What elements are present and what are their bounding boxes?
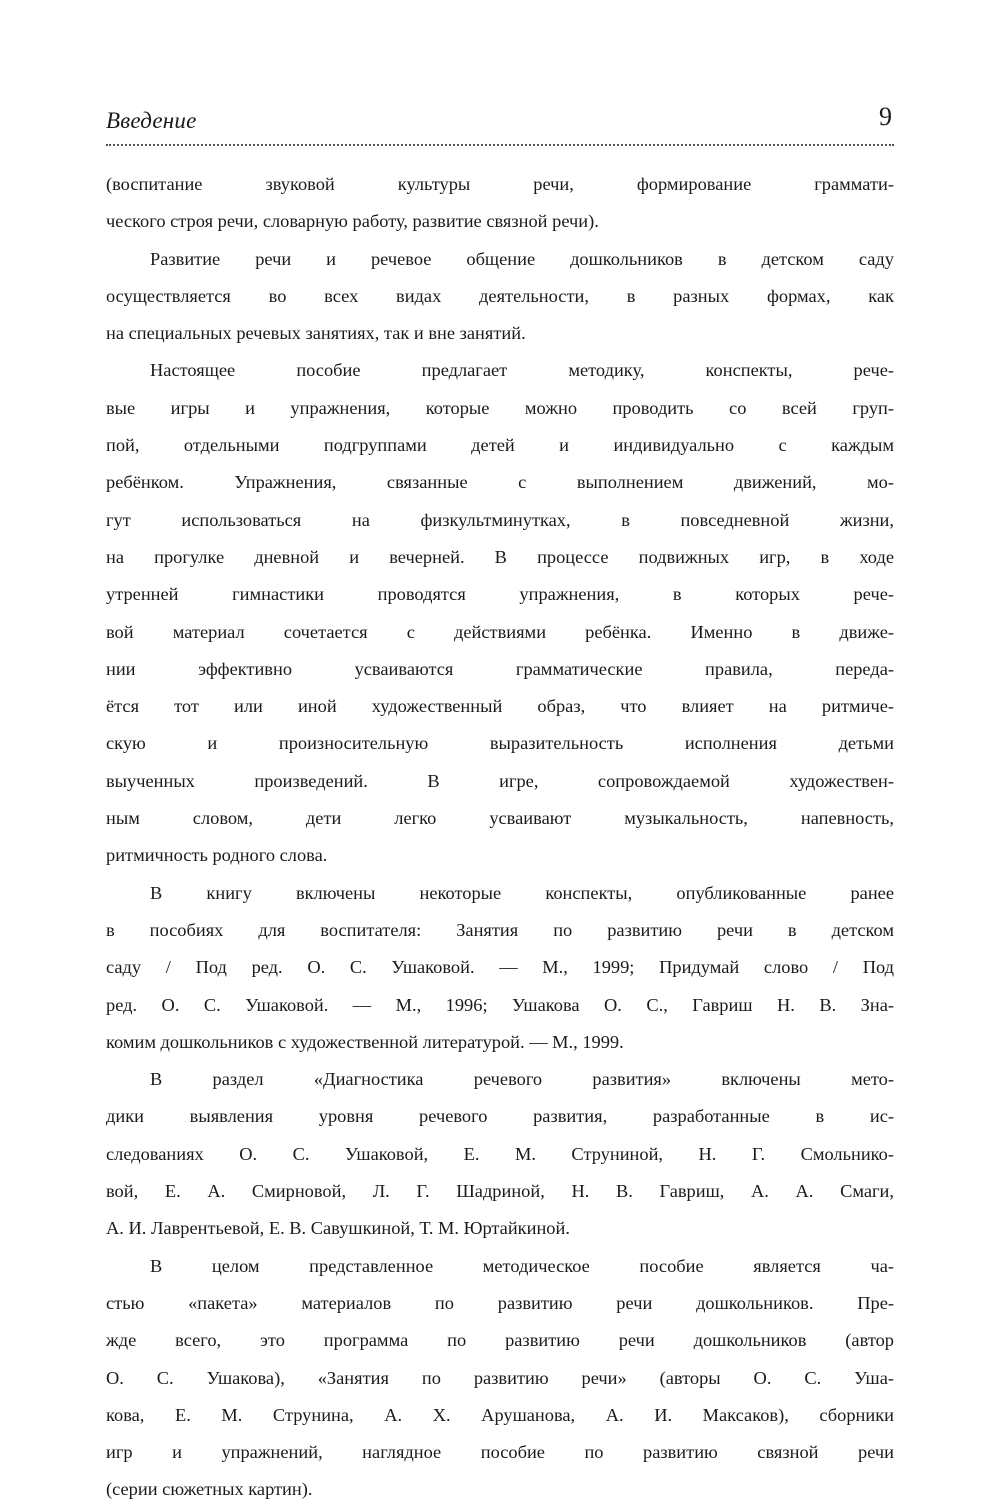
text-line: следованиях О. С. Ушаковой, Е. М. Струниной, Н. Г. Смольнико- (106, 1143, 894, 1164)
text-line: (воспитание звуковой культуры речи, формирование граммати- (106, 174, 894, 194)
text-line: стью «пакета» материалов по развитию речи дошкольников. Пре- (106, 1292, 894, 1313)
text-line: пой, отдельными подгруппами детей и индивидуально с каждым (106, 435, 894, 456)
text-line: ред. О. С. Ушаковой. — М., 1996; Ушакова О. С., Гавриш Н. В. Зна- (106, 994, 894, 1015)
text-line: дики выявления уровня речевого развития, разработанные в ис- (106, 1106, 894, 1127)
text-line: жде всего, это программа по развитию речи дошкольников (автор (106, 1330, 894, 1351)
text-line: на специальных речевых занятиях, так и вне занятий. (106, 323, 526, 344)
section-title: Введение (106, 108, 197, 133)
text-line: скую и произносительную выразительность исполнения детьми (106, 733, 894, 754)
text-line: В книгу включены некоторые конспекты, опубликованные ранее (150, 882, 894, 903)
paragraph-1 (106, 166, 894, 241)
paragraph-3 (106, 352, 894, 874)
text-line: ётся тот или иной художественный образ, что влияет на ритмиче- (106, 696, 894, 717)
paragraph-6 (106, 1248, 894, 1509)
text-line: комим дошкольников с художественной литературой. — М., 1999. (106, 1031, 624, 1052)
text-line: вые игры и упражнения, которые можно проводить со всей груп- (106, 397, 894, 418)
text-line: (серии сюжетных картин). (106, 1479, 313, 1500)
text-line: Настоящее пособие предлагает методику, конспекты, рече- (150, 360, 894, 381)
text-line: утренней гимнастики проводятся упражнения, в которых рече- (106, 584, 894, 605)
text-line: ребёнком. Упражнения, связанные с выполнением движений, мо- (106, 472, 894, 493)
text-line: вой материал сочетается с действиями ребёнка. Именно в движе- (106, 621, 894, 642)
text-line: в пособиях для воспитателя: Занятия по развитию речи в детском (106, 919, 894, 940)
text-line: ным словом, дети легко усваивают музыкальность, напевность, (106, 808, 894, 829)
text-line: на прогулке дневной и вечерней. В процессе подвижных игр, в ходе (106, 546, 894, 567)
text-line: В целом представленное методическое пособие является ча- (150, 1255, 894, 1276)
text-line: выученных произведений. В игре, сопровождаемой художествен- (106, 770, 894, 791)
text-line: О. С. Ушакова), «Занятия по развитию речи» (авторы О. С. Уша- (106, 1367, 894, 1388)
text-line: вой, Е. А. Смирновой, Л. Г. Шадриной, Н. В. Гавриш, А. А. Смаги, (106, 1181, 894, 1202)
text-line: нии эффективно усваиваются грамматические правила, переда- (106, 658, 894, 679)
page-number: 9 (879, 102, 892, 131)
text-line: осуществляется во всех видах деятельности, в разных формах, как (106, 285, 894, 306)
text-line: саду / Под ред. О. С. Ушаковой. — М., 1999; Придумай слово / Под (106, 957, 894, 978)
text-line: Развитие речи и речевое общение дошкольников в детском саду (150, 248, 894, 269)
text-line: ческого строя речи, словарную работу, развитие связной речи). (106, 211, 599, 232)
text-line: кова, Е. М. Струнина, А. Х. Арушанова, А. И. Максаков), сборники (106, 1404, 894, 1425)
book-page (106, 0, 894, 1499)
paragraph-5 (106, 1061, 894, 1247)
text-line: А. И. Лаврентьевой, Е. В. Савушкиной, Т. М. Юртайкиной. (106, 1218, 570, 1239)
paragraph-2 (106, 241, 894, 353)
text-line: ритмичность родного слова. (106, 845, 328, 866)
text-line: гут использоваться на физкультминутках, в повседневной жизни, (106, 509, 894, 530)
paragraph-4 (106, 875, 894, 1061)
text-line: В раздел «Диагностика речевого развития» включены мето- (150, 1069, 894, 1090)
body-text (106, 166, 894, 1509)
running-header (106, 100, 894, 146)
text-line: игр и упражнений, наглядное пособие по развитию связной речи (106, 1442, 894, 1463)
